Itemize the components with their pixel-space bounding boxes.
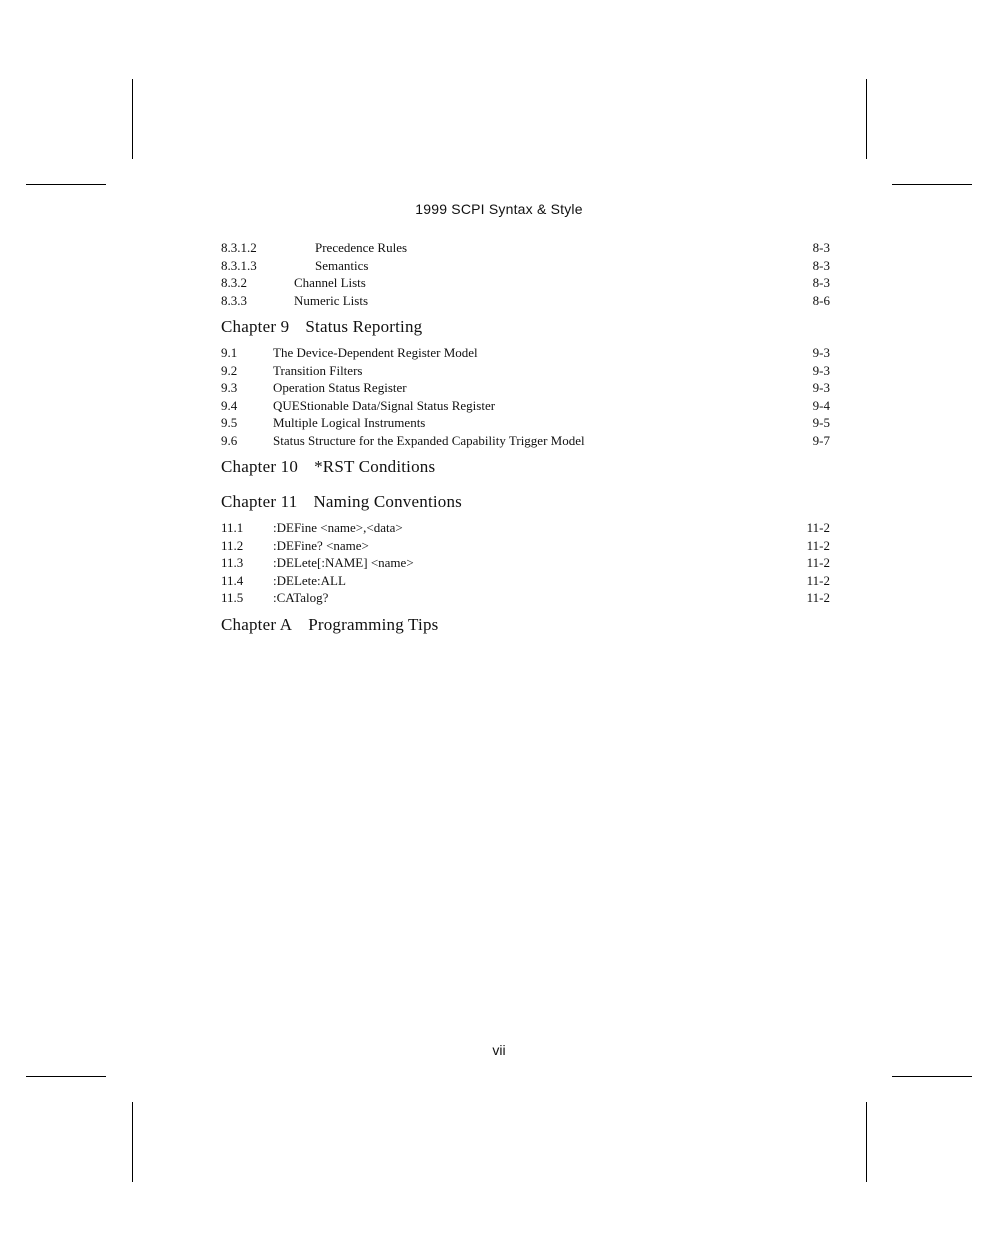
toc-entry-title: :DELete[:NAME] <name> xyxy=(273,554,420,572)
dot-leader xyxy=(372,274,810,292)
chapter-label: Chapter 10 xyxy=(221,457,299,476)
chapter-heading[interactable] xyxy=(221,449,830,484)
toc-entry-number: 8.3.1.2 xyxy=(221,240,257,255)
toc-entry[interactable] xyxy=(221,519,830,537)
crop-mark-bottom-right-horizontal xyxy=(892,1076,972,1077)
chapter-label: Chapter A xyxy=(221,614,293,634)
dot-leader xyxy=(374,292,810,310)
dot-leader xyxy=(409,519,804,537)
toc-entry[interactable] xyxy=(221,239,830,257)
crop-mark-top-left-vertical xyxy=(132,79,133,159)
toc-entry[interactable] xyxy=(221,257,830,275)
toc-entry[interactable] xyxy=(221,397,830,415)
dot-leader xyxy=(352,572,804,590)
toc-entry-number: 9.1 xyxy=(221,345,238,360)
dot-leader xyxy=(484,344,810,362)
dot-leader xyxy=(431,414,809,432)
chapter-title: Status Reporting xyxy=(305,317,423,336)
chapter-heading[interactable] xyxy=(221,309,830,344)
dot-leader xyxy=(334,589,803,607)
dot-leader xyxy=(591,432,810,450)
toc-entry-number: 9.4 xyxy=(221,397,238,413)
toc-entry[interactable] xyxy=(221,572,830,590)
toc-entry-number: 11.2 xyxy=(221,537,244,553)
toc-entry-title: :DEFine? <name> xyxy=(273,537,375,555)
toc-entry-title: Channel Lists xyxy=(294,274,372,292)
toc-entry-page: 9-4 xyxy=(810,397,830,415)
toc-entry-title: QUEStionable Data/Signal Status Register xyxy=(273,397,501,415)
toc-entry-title: Semantics xyxy=(315,257,374,275)
crop-mark-bottom-right-vertical xyxy=(866,1102,867,1182)
toc-entry[interactable] xyxy=(221,274,830,292)
toc-entry-page: 9-5 xyxy=(810,414,830,432)
toc-entry-title: :CATalog? xyxy=(273,589,334,607)
toc-entry-page: 8-6 xyxy=(810,292,830,310)
toc-entry-title: Numeric Lists xyxy=(294,292,374,310)
toc-entry[interactable] xyxy=(221,414,830,432)
toc-entry-page: 11-2 xyxy=(804,589,830,607)
toc-entry-title: :DEFine <name>,<data> xyxy=(273,519,409,537)
toc-entry[interactable] xyxy=(221,379,830,397)
toc-entry-number: 8.3.1.3 xyxy=(221,257,257,273)
page-number: vii xyxy=(492,1042,506,1058)
toc-entry[interactable] xyxy=(221,292,830,310)
dot-leader xyxy=(413,239,810,257)
toc-entry-page: 8-3 xyxy=(810,274,830,292)
toc-entry-number: 11.1 xyxy=(221,520,244,535)
crop-mark-bottom-left-vertical xyxy=(132,1102,133,1182)
dot-leader xyxy=(375,537,804,555)
crop-mark-top-right-vertical xyxy=(866,79,867,159)
chapter-title: Programming Tips xyxy=(308,614,439,634)
toc-entry-number: 9.6 xyxy=(221,432,238,448)
toc-entry-number: 11.5 xyxy=(221,590,244,605)
toc-entry-title: :DELete:ALL xyxy=(273,572,352,590)
toc-entry-title: The Device-Dependent Register Model xyxy=(273,344,484,362)
toc-entry-page: 9-7 xyxy=(810,432,830,450)
toc-entry[interactable] xyxy=(221,432,830,450)
dot-leader xyxy=(374,257,809,275)
dot-leader xyxy=(413,379,810,397)
toc-entry-page: 9-3 xyxy=(810,344,830,362)
toc-entry-title: Operation Status Register xyxy=(273,379,413,397)
running-header: 1999 SCPI Syntax & Style xyxy=(415,201,583,217)
toc-entry[interactable] xyxy=(221,537,830,555)
toc-entry-title: Precedence Rules xyxy=(315,239,413,257)
crop-mark-top-left-horizontal xyxy=(26,184,106,185)
toc-entry-page: 11-2 xyxy=(804,537,830,555)
toc-entry-page: 11-2 xyxy=(804,554,830,572)
chapter-heading[interactable] xyxy=(221,484,830,519)
toc-entry[interactable] xyxy=(221,362,830,380)
crop-mark-bottom-left-horizontal xyxy=(26,1076,106,1077)
chapter-heading[interactable] xyxy=(221,607,830,642)
toc-entry-title: Status Structure for the Expanded Capability Trigger Model xyxy=(273,432,591,450)
chapter-title: Naming Conventions xyxy=(313,492,463,511)
toc-entry-page: 8-3 xyxy=(810,239,830,257)
chapter-title: *RST Conditions xyxy=(314,457,436,476)
toc-entry-page: 11-2 xyxy=(804,572,830,590)
chapter-label: Chapter 11 xyxy=(221,492,298,511)
toc-entry-number: 11.3 xyxy=(221,555,244,570)
toc-entry-number: 9.3 xyxy=(221,380,238,395)
toc-entry-number: 8.3.3 xyxy=(221,292,247,308)
toc-entry-title: Multiple Logical Instruments xyxy=(273,414,431,432)
toc-entry[interactable] xyxy=(221,554,830,572)
toc-entry-number: 9.2 xyxy=(221,362,238,378)
toc-entry-page: 11-2 xyxy=(804,519,830,537)
toc-entry-number: 11.4 xyxy=(221,572,244,588)
chapter-label: Chapter 9 xyxy=(221,317,290,336)
crop-mark-top-right-horizontal xyxy=(892,184,972,185)
toc-entry-title: Transition Filters xyxy=(273,362,368,380)
dot-leader xyxy=(368,362,809,380)
toc-entry-page: 9-3 xyxy=(810,362,830,380)
toc-entry-number: 9.5 xyxy=(221,415,238,430)
toc-entry[interactable] xyxy=(221,589,830,607)
toc-entry-number: 8.3.2 xyxy=(221,275,247,290)
toc-entry-page: 8-3 xyxy=(810,257,830,275)
toc-entry[interactable] xyxy=(221,344,830,362)
table-of-contents xyxy=(221,239,830,642)
dot-leader xyxy=(420,554,804,572)
dot-leader xyxy=(501,397,810,415)
toc-entry-page: 9-3 xyxy=(810,379,830,397)
